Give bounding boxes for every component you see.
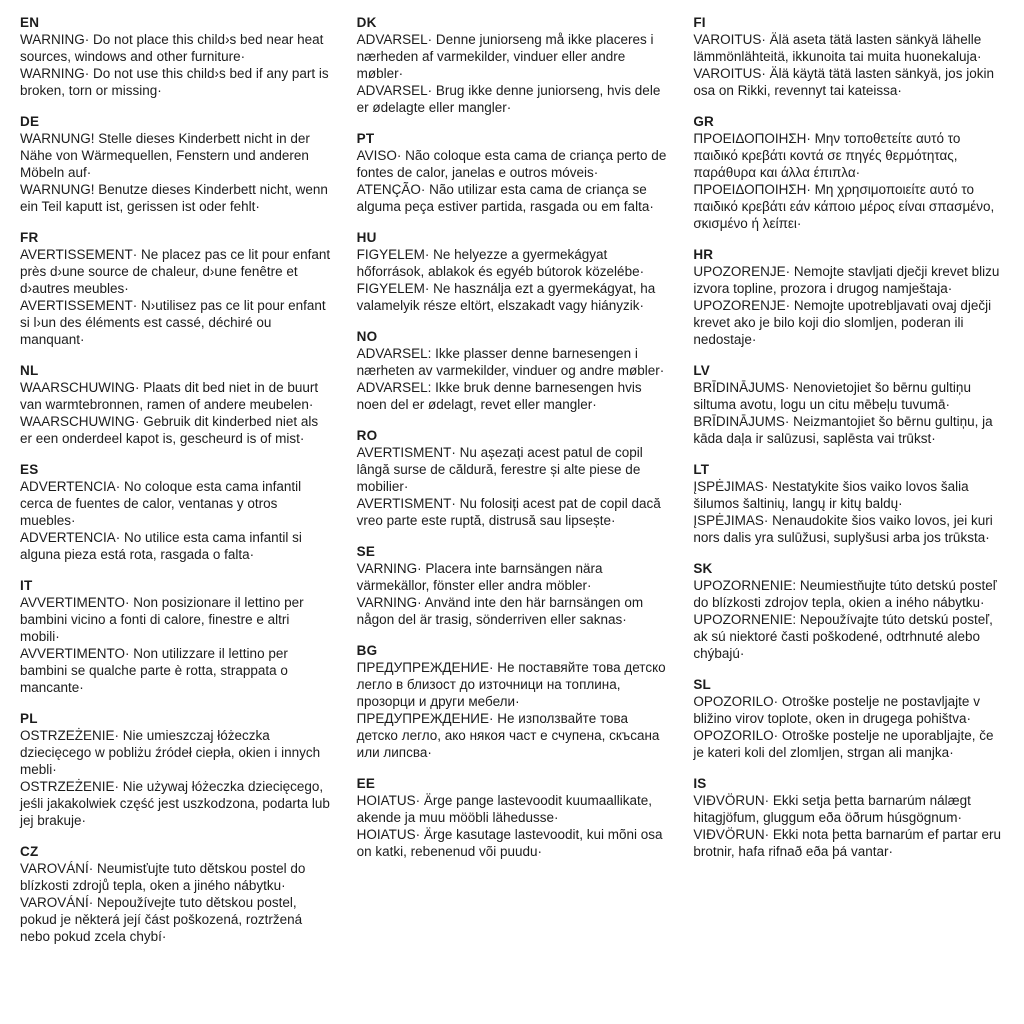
warning-text: ПРЕДУПРЕЖДЕНИЕ· Не поставяйте това детско легло в близост до източници на топлина, прозорци и други мебели· bbox=[356, 660, 666, 709]
language-code: EN bbox=[20, 15, 40, 30]
language-section-cz bbox=[20, 843, 331, 945]
language-code: DE bbox=[20, 114, 40, 129]
language-section-se bbox=[357, 543, 668, 628]
language-section-pt bbox=[357, 130, 668, 215]
warning-text: ADVARSEL· Brug ikke denne juniorseng, hvis dele er ødelagte eller mangler· bbox=[356, 83, 661, 115]
warning-text: AVVERTIMENTO· Non posizionare il lettino per bambini vicino a fonti di calore, finestre e altri mobili· bbox=[20, 595, 304, 644]
warning-text: AVERTISMENT· Nu folosiți acest pat de copil dacă vreo parte este ruptă, distrusă sau lipsește· bbox=[356, 496, 661, 528]
warning-text: VAROVÁNÍ· Neumisťujte tuto dětskou postel do blízkosti zdrojů tepla, oken a jiného nábytku· bbox=[20, 861, 306, 893]
warning-text: VIÐVÖRUN· Ekki setja þetta barnarúm nálægt hitagjöfum, gluggum eða öðrum húsgögnum· bbox=[693, 793, 971, 825]
language-section-es bbox=[20, 461, 331, 563]
language-code: HR bbox=[693, 247, 714, 262]
warning-text: WARNING· Do not use this child›s bed if any part is broken, torn or missing· bbox=[20, 66, 329, 98]
language-code: GR bbox=[693, 114, 714, 129]
warning-text: ĮSPĖJIMAS· Nestatykite šios vaiko lovos šalia šilumos šaltinių, langų ir kitų baldų· bbox=[693, 479, 969, 511]
warning-text: AVERTISSEMENT· N›utilisez pas ce lit pour enfant si l›un des éléments est cassé, déchiré ou manquant· bbox=[20, 298, 326, 347]
language-section-fi bbox=[693, 14, 1004, 99]
warning-text: FIGYELEM· Ne használja ezt a gyermekágyat, ha valamelyik része eltört, elszakadt vagy hiányzik· bbox=[356, 281, 656, 313]
warning-text: HOIATUS· Ärge kasutage lastevoodit, kui mõni osa on katki, rebenenud või puudu· bbox=[356, 827, 663, 859]
language-section-lt bbox=[693, 461, 1004, 546]
warning-text: WAARSCHUWING· Gebruik dit kinderbed niet als er een onderdeel kapot is, gescheurd is of mist· bbox=[20, 414, 319, 446]
language-code: ES bbox=[20, 462, 39, 477]
language-code: NL bbox=[20, 363, 39, 378]
warning-column-left bbox=[20, 14, 331, 959]
warning-text: ADVERTENCIA· No utilice esta cama infantil si alguna pieza está rota, rasgada o falta· bbox=[20, 530, 302, 562]
warning-text: VIÐVÖRUN· Ekki nota þetta barnarúm ef partar eru brotnir, hafa rifnað eða þá vantar· bbox=[693, 827, 1001, 859]
language-section-dk bbox=[357, 14, 668, 116]
warning-text: UPOZORENJE· Nemojte upotrebljavati ovaj dječji krevet ako je bilo koji dio slomljen, poderan ili nedostaje· bbox=[693, 298, 992, 347]
language-code: SL bbox=[693, 677, 711, 692]
warning-text: ADVARSEL· Denne juniorseng må ikke placeres i nærheden af varmekilder, vinduer eller andre møbler· bbox=[356, 32, 654, 81]
language-section-lv bbox=[693, 362, 1004, 447]
language-section-sl bbox=[693, 676, 1004, 761]
language-code: LT bbox=[693, 462, 710, 477]
warning-text: UPOZORNENIE: Neumiestňujte túto detskú posteľ do blízkosti zdrojov tepla, okien a iného nábytku· bbox=[693, 578, 997, 610]
warning-text: ADVERTENCIA· No coloque esta cama infantil cerca de fuentes de calor, ventanas y otros muebles· bbox=[20, 479, 302, 528]
language-section-hr bbox=[693, 246, 1004, 348]
warning-text: VARNING· Placera inte barnsängen nära värmekällor, fönster eller andra möbler· bbox=[356, 561, 603, 593]
warning-text: VAROVÁNÍ· Nepoužívejte tuto dětskou postel, pokud je některá její část poškozená, roztržená nebo pokud zcela chybí· bbox=[20, 895, 303, 944]
language-section-gr bbox=[693, 113, 1004, 232]
language-code: PL bbox=[20, 711, 38, 726]
language-code: LV bbox=[693, 363, 710, 378]
warning-text: AVERTISMENT· Nu așezați acest patul de copil lângă surse de căldură, ferestre și alte piese de mobilier· bbox=[356, 445, 643, 494]
warning-text: WAARSCHUWING· Plaats dit bed niet in de buurt van warmtebronnen, ramen of andere meubelen· bbox=[20, 380, 319, 412]
warning-text: BRĪDINĀJUMS· Nenovietojiet šo bērnu gultiņu siltuma avotu, logu un citu mēbeļu tuvumā· bbox=[693, 380, 971, 412]
warning-text: AVERTISSEMENT· Ne placez pas ce lit pour enfant près d›une source de chaleur, d›une fenêtre et d›autres meubles· bbox=[20, 247, 331, 296]
warning-column-middle bbox=[357, 14, 668, 874]
warning-text: OPOZORILO· Otroške postelje ne uporabljajte, če je kateri koli del zlomljen, strgan ali manjka· bbox=[693, 728, 994, 760]
warning-text: ĮSPĖJIMAS· Nenaudokite šios vaiko lovos, jei kuri nors dalis yra sulūžusi, suplyšusi arba jos trūksta· bbox=[693, 513, 993, 545]
language-code: IT bbox=[20, 578, 33, 593]
language-section-fr bbox=[20, 229, 331, 348]
language-section-no bbox=[357, 328, 668, 413]
warning-text: WARNING· Do not place this child›s bed near heat sources, windows and other furniture· bbox=[20, 32, 324, 64]
warning-column-right bbox=[693, 14, 1004, 874]
language-code: SE bbox=[356, 544, 376, 559]
warning-text: WARNUNG! Stelle dieses Kinderbett nicht in der Nähe von Wärmequellen, Fenstern und anderen Möbeln auf· bbox=[20, 131, 310, 180]
language-section-ee bbox=[357, 775, 668, 860]
language-section-is bbox=[693, 775, 1004, 860]
warning-text: BRĪDINĀJUMS· Neizmantojiet šo bērnu gultiņu, ja kāda daļa ir salūzusi, saplēsta vai trūkst· bbox=[693, 414, 993, 446]
warning-text: OPOZORILO· Otroške postelje ne postavljajte v bližino virov toplote, oken in drugega pohištva· bbox=[693, 694, 980, 726]
language-section-it bbox=[20, 577, 331, 696]
warning-text: AVISO· Não coloque esta cama de criança perto de fontes de calor, janelas e outros móveis· bbox=[356, 148, 667, 180]
language-section-ro bbox=[357, 427, 668, 529]
language-code: PT bbox=[356, 131, 375, 146]
language-section-hu bbox=[357, 229, 668, 314]
warning-text: VARNING· Använd inte den här barnsängen om någon del är trasig, sönderriven eller saknas· bbox=[356, 595, 644, 627]
language-code: CZ bbox=[20, 844, 39, 859]
language-section-pl bbox=[20, 710, 331, 829]
warning-text: AVVERTIMENTO· Non utilizzare il lettino per bambini se qualche parte è rotta, strappata o mancante· bbox=[20, 646, 288, 695]
warning-text: ATENÇÃO· Não utilizar esta cama de criança se alguma peça estiver partida, rasgada ou em falta· bbox=[356, 182, 654, 214]
warning-text: UPOZORNENIE: Nepoužívajte túto detskú posteľ, ak sú niektoré časti poškodené, odtrhnuté alebo chýbajú· bbox=[693, 612, 993, 661]
language-code: RO bbox=[356, 428, 378, 443]
language-code: HU bbox=[356, 230, 377, 245]
warning-text: OSTRZEŻENIE· Nie używaj łóżeczka dziecięcego, jeśli jakakolwiek część jest uszkodzona, podarta lub jej brakuje· bbox=[20, 779, 330, 828]
language-code: IS bbox=[693, 776, 707, 791]
warning-text: ADVARSEL: Ikke bruk denne barnesengen hvis noen del er ødelagt, revet eller mangler· bbox=[356, 380, 642, 412]
language-code: BG bbox=[356, 643, 378, 658]
warning-text: UPOZORENJE· Nemojte stavljati dječji krevet blizu izvora topline, prozora i drugog namještaja· bbox=[693, 264, 1000, 296]
warning-text: FIGYELEM· Ne helyezze a gyermekágyat hőforrások, ablakok és egyéb bútorok közelébe· bbox=[356, 247, 645, 279]
warning-text: HOIATUS· Ärge pange lastevoodit kuumaallikate, akende ja muu mööbli lähedusse· bbox=[356, 793, 653, 825]
language-code: SK bbox=[693, 561, 713, 576]
warning-text: ΠΡΟΕΙΔΟΠΟΙΗΣΗ· Μην τοποθετείτε αυτό το παιδικό κρεβάτι κοντά σε πηγές θερμότητας, παράθυρα και άλλα έπιπλα· bbox=[693, 131, 961, 180]
language-code: FR bbox=[20, 230, 39, 245]
language-code: DK bbox=[356, 15, 377, 30]
warning-text: ADVARSEL: Ikke plasser denne barnesengen i nærheten av varmekilder, vinduer og andre møbler· bbox=[356, 346, 665, 378]
language-section-de bbox=[20, 113, 331, 215]
warning-text: VAROITUS· Älä käytä tätä lasten sänkyä, jos jokin osa on Rikki, revennyt tai kateissa· bbox=[693, 66, 994, 98]
language-code: NO bbox=[356, 329, 378, 344]
warning-text: OSTRZEŻENIE· Nie umieszczaj łóżeczka dziecięcego w pobliżu źródeł ciepła, okien i innych mebli· bbox=[20, 728, 321, 777]
language-section-en bbox=[20, 14, 331, 99]
language-section-nl bbox=[20, 362, 331, 447]
language-section-bg bbox=[357, 642, 668, 761]
language-section-sk bbox=[693, 560, 1004, 662]
warning-text: ПРЕДУПРЕЖДЕНИЕ· Не използвайте това детско легло, ако някоя част е счупена, скъсана или липсва· bbox=[356, 711, 660, 760]
language-code: EE bbox=[356, 776, 376, 791]
warning-text: VAROITUS· Älä aseta tätä lasten sänkyä lähelle lämmönlähteitä, ikkunoita tai muita huonekaluja· bbox=[693, 32, 982, 64]
language-code: FI bbox=[693, 15, 706, 30]
warning-text: WARNUNG! Benutze dieses Kinderbett nicht, wenn ein Teil kaputt ist, gerissen ist oder fehlt· bbox=[20, 182, 328, 214]
warning-text: ΠΡΟΕΙΔΟΠΟΙΗΣΗ· Μη χρησιμοποιείτε αυτό το παιδικό κρεβάτι εάν κάποιο μέρος είναι σπασμένο, σκισμένο ή λείπει· bbox=[693, 182, 995, 231]
